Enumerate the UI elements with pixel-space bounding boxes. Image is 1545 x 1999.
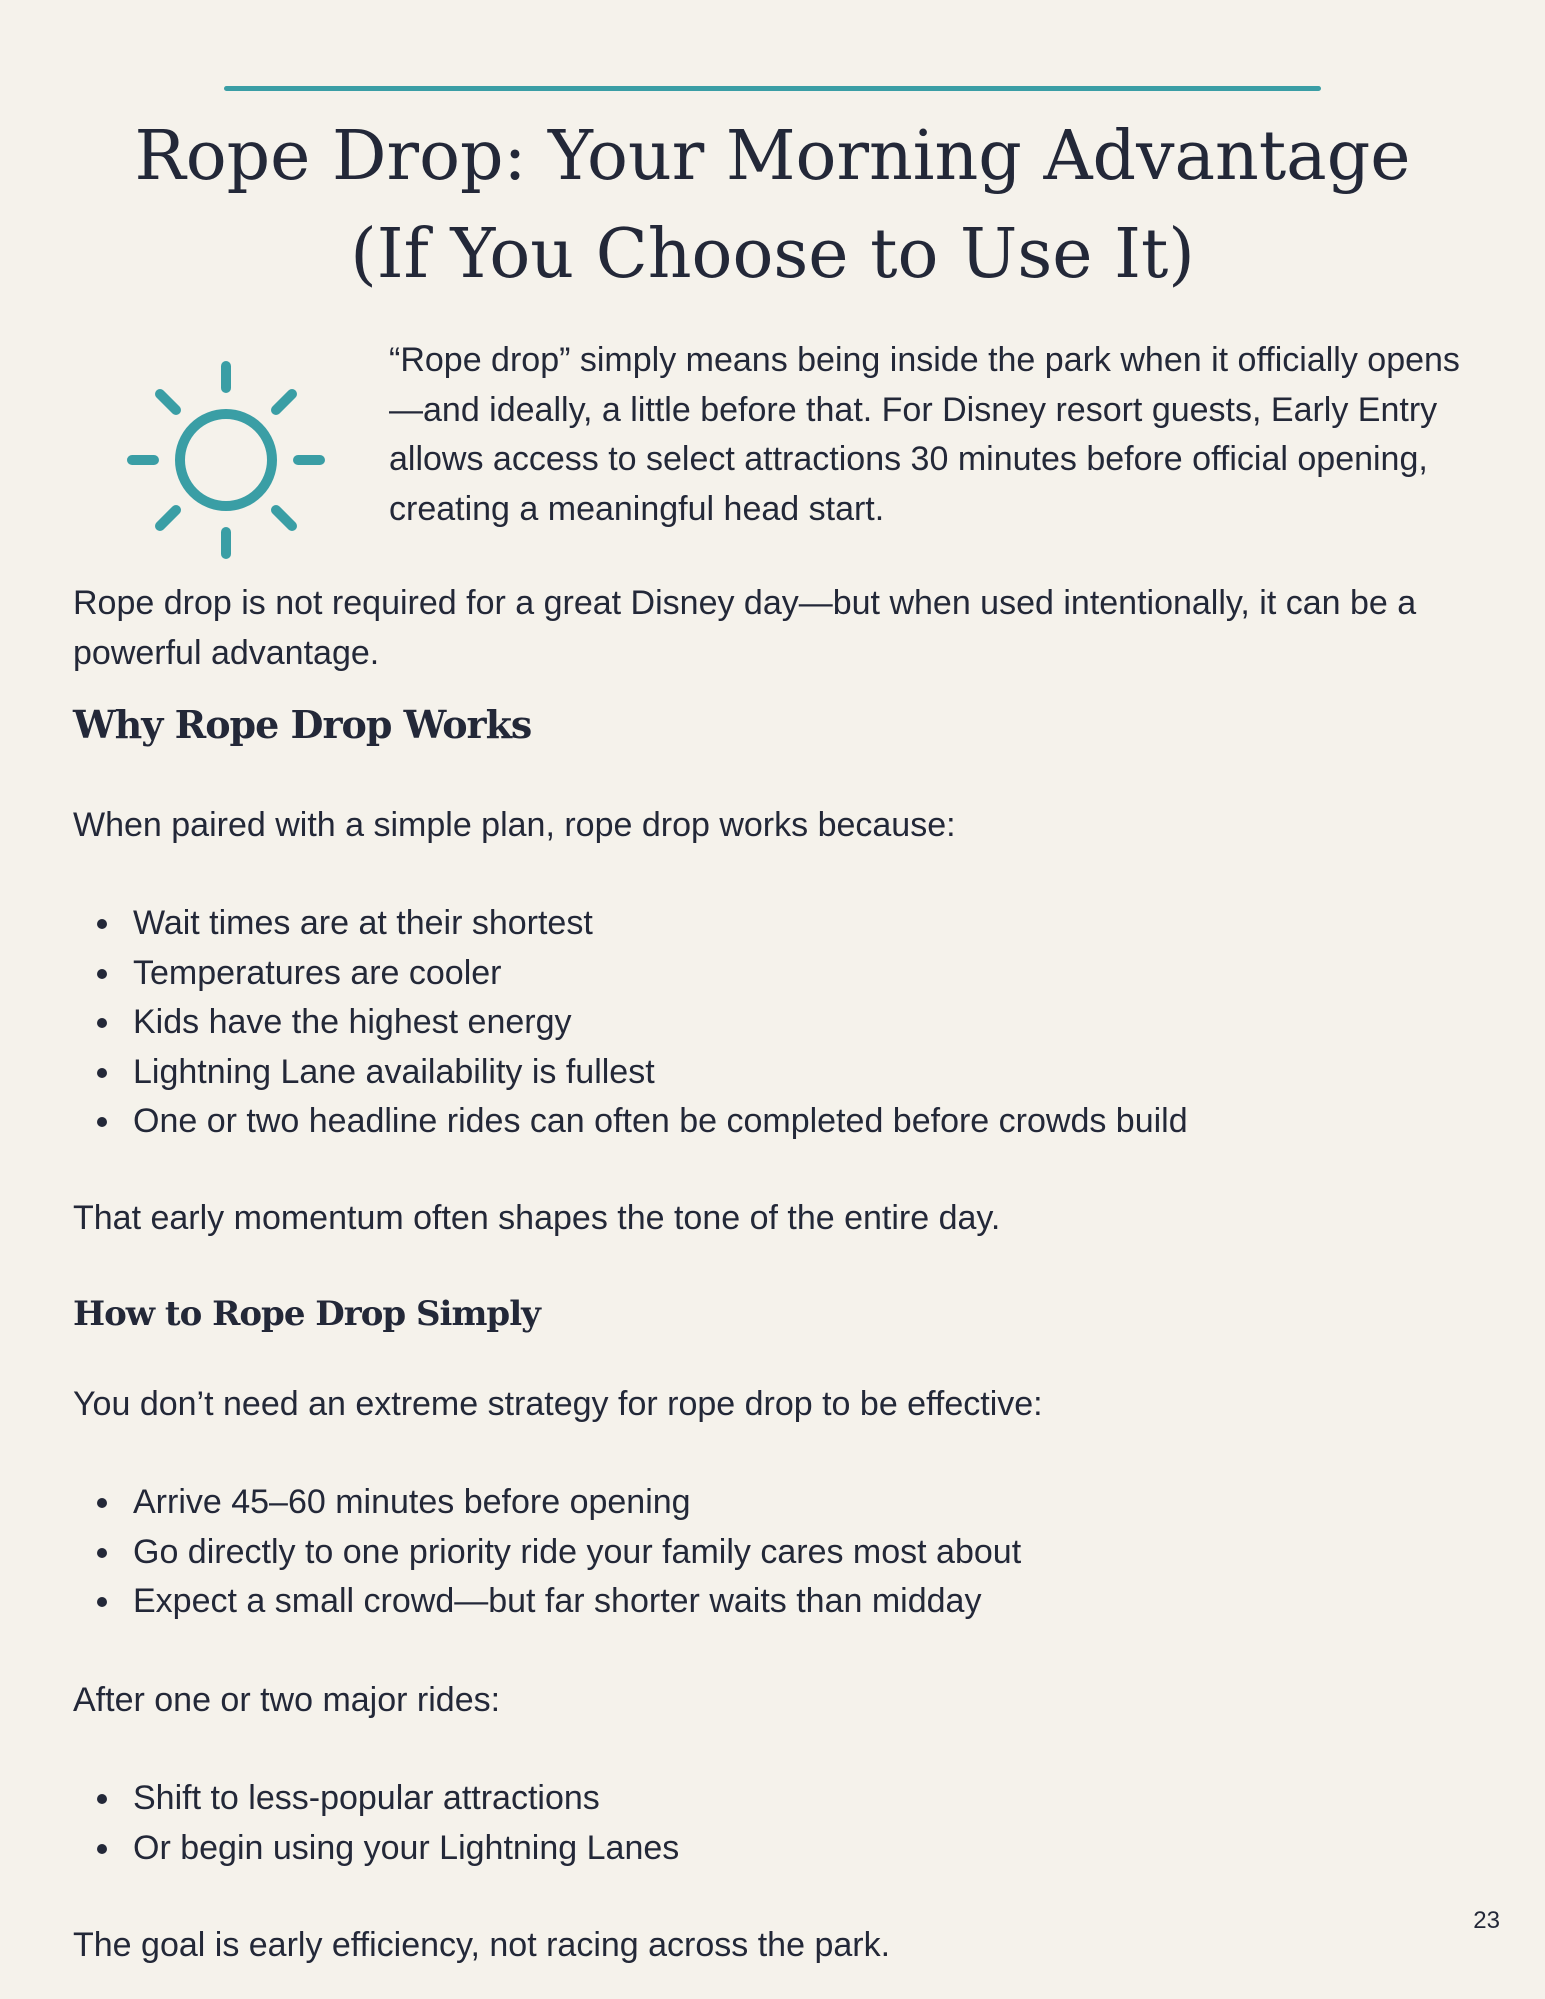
page-title-line-2: (If You Choose to Use It)	[350, 215, 1195, 294]
list-item-text: Lightning Lane availability is fullest	[133, 1052, 655, 1091]
why-bullet-list	[73, 899, 1188, 1147]
page-title	[0, 108, 1545, 304]
list-item	[73, 1097, 1188, 1147]
bullet-dot	[97, 1018, 107, 1028]
list-item-text: Expect a small crowd—but far shorter waits than midday	[133, 1582, 982, 1620]
list-item	[73, 1528, 1021, 1578]
section-heading-how: How to Rope Drop Simply	[73, 1294, 540, 1334]
bullet-dot	[97, 1117, 107, 1127]
closing-text: The goal is early efficiency, not racing across the park.	[73, 1926, 891, 1964]
bullet-dot	[97, 969, 107, 979]
list-item	[73, 949, 1188, 999]
bullet-dot	[97, 1844, 107, 1854]
page-title-line-1: Rope Drop: Your Morning Advantage	[134, 117, 1411, 196]
list-item	[73, 1048, 1188, 1098]
after-rides-lead-text: After one or two major rides:	[73, 1681, 501, 1719]
list-item-text: Temperatures are cooler	[133, 953, 502, 992]
why-lead-text: When paired with a simple plan, rope drop works because:	[73, 806, 956, 844]
after-rides-bullet-list	[73, 1774, 679, 1873]
top-divider	[224, 86, 1321, 91]
list-item	[73, 899, 1188, 949]
list-item	[73, 1478, 1021, 1528]
intro-paragraph-2: Rope drop is not required for a great Disney day—but when used intentionally, it can be a powerful advantage.	[73, 584, 1417, 672]
sun-icon	[126, 360, 326, 560]
bullet-dot	[97, 1498, 107, 1508]
list-item-text: Shift to less-popular attractions	[133, 1779, 600, 1817]
page-number: 23	[1473, 1907, 1500, 1934]
intro-paragraph: “Rope drop” simply means being inside the park when it officially opens—and ideally, a little before that. For Disney resort guests, Early Entry allows access to select attractions 30 minutes before official opening, creating a meaningful head start.	[389, 341, 1460, 528]
why-closing-text: That early momentum often shapes the tone of the entire day.	[73, 1199, 1001, 1237]
section-heading-why: Why Rope Drop Works	[73, 702, 532, 747]
bullet-dot	[97, 1597, 107, 1607]
list-item-text: Wait times are at their shortest	[133, 904, 593, 942]
bullet-dot	[97, 919, 107, 929]
how-bullet-list	[73, 1478, 1021, 1627]
bullet-dot	[97, 1794, 107, 1804]
list-item-text: Arrive 45–60 minutes before opening	[133, 1483, 691, 1521]
bullet-dot	[97, 1068, 107, 1078]
how-lead-text: You don’t need an extreme strategy for rope drop to be effective:	[73, 1385, 1043, 1423]
list-item	[73, 1577, 1021, 1627]
bullet-dot	[97, 1548, 107, 1558]
list-item-text: One or two headline rides can often be completed before crowds build	[133, 1102, 1188, 1140]
list-item-text: Go directly to one priority ride your family cares most about	[133, 1532, 1022, 1571]
list-item	[73, 998, 1188, 1048]
list-item-text: Or begin using your Lightning Lanes	[133, 1828, 680, 1867]
list-item	[73, 1824, 679, 1874]
list-item	[73, 1774, 679, 1824]
list-item-text: Kids have the highest energy	[133, 1003, 572, 1041]
